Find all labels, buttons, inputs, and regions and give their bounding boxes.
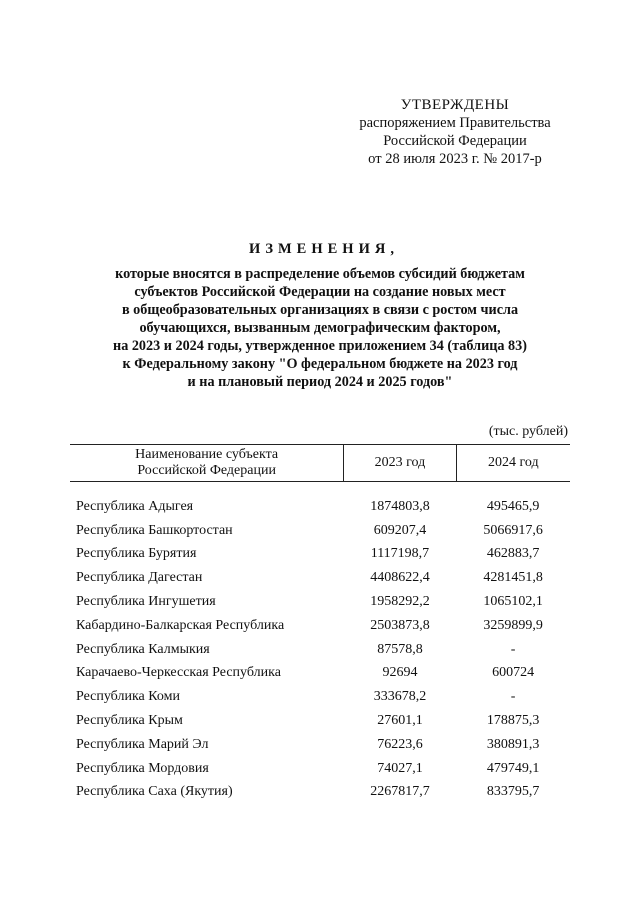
- table-row: [70, 781, 570, 805]
- value-2024: -: [510, 689, 516, 705]
- value-2023: 76223,6: [377, 736, 423, 752]
- document-title: ИЗМЕНЕНИЯ,: [249, 241, 399, 257]
- value-2024: 4281451,8: [483, 570, 543, 586]
- table-row: [70, 495, 570, 519]
- region-name: Республика Марий Эл: [76, 736, 209, 752]
- table-row: [70, 590, 570, 614]
- value-2023: 87578,8: [377, 641, 423, 657]
- region-name: Республика Саха (Якутия): [76, 784, 233, 800]
- table-spacer: [70, 482, 570, 496]
- region-name: Республика Ингушетия: [76, 594, 216, 610]
- table-row: [70, 566, 570, 590]
- value-2024: 833795,7: [486, 784, 540, 800]
- value-2023: 27601,1: [377, 713, 423, 729]
- value-2023: 92694: [382, 665, 418, 681]
- approval-heading: УТВЕРЖДЕНЫ: [400, 97, 510, 113]
- region-name: Республика Бурятия: [76, 546, 197, 562]
- region-name: Республика Дагестан: [76, 570, 203, 586]
- region-name: Карачаево-Черкесская Республика: [76, 665, 281, 681]
- value-2023: 609207,4: [373, 522, 427, 538]
- subtitle-line: обучающихся, вызванным демографическим фактором,: [139, 320, 501, 336]
- units-note: (тыс. рублей): [488, 424, 568, 439]
- value-2024: 3259899,9: [483, 617, 543, 633]
- value-2024: 462883,7: [486, 546, 540, 562]
- approval-line: Российской Федерации: [383, 133, 527, 149]
- region-name: Республика Калмыкия: [76, 641, 210, 657]
- value-2023: 1117198,7: [370, 546, 430, 562]
- value-2023: 2267817,7: [370, 784, 430, 800]
- subtitle-line: на 2023 и 2024 годы, утвержденное приложением 34 (таблица 83): [113, 338, 527, 354]
- table-row: [70, 614, 570, 638]
- value-2023: 333678,2: [373, 689, 427, 705]
- value-2023: 74027,1: [377, 760, 423, 776]
- column-header-region: [70, 445, 344, 482]
- value-2023: 1874803,8: [370, 498, 430, 514]
- value-2024: 495465,9: [486, 498, 540, 514]
- value-2024: 479749,1: [486, 760, 540, 776]
- region-name: Республика Мордовия: [76, 760, 209, 776]
- value-2024: -: [510, 641, 516, 657]
- table-row: [70, 638, 570, 662]
- region-name: Кабардино-Балкарская Республика: [76, 617, 285, 633]
- subtitle-line: к Федеральному закону "О федеральном бюджете на 2023 год: [122, 356, 518, 372]
- column-header-2024: 2024 год: [456, 445, 570, 482]
- table-row: [70, 709, 570, 733]
- table-row: [70, 519, 570, 543]
- spacer-cell: [70, 482, 570, 496]
- value-2023: 4408622,4: [370, 570, 430, 586]
- column-header-region-line: Российской Федерации: [137, 463, 276, 478]
- approval-line: распоряжением Правительства: [359, 115, 551, 131]
- value-2024: 380891,3: [486, 736, 540, 752]
- value-2023: 1958292,2: [370, 594, 430, 610]
- table-row: [70, 685, 570, 709]
- approval-stamp: [330, 96, 580, 168]
- region-name: Республика Крым: [76, 713, 183, 729]
- table-row: [70, 757, 570, 781]
- subtitle-line: в общеобразовательных организациях в связи с ростом числа: [121, 302, 519, 318]
- value-2024: 5066917,6: [483, 522, 543, 538]
- table-row: [70, 543, 570, 567]
- subtitle-line: которые вносятся в распределение объемов субсидий бюджетам: [115, 266, 525, 282]
- value-2024: 1065102,1: [483, 594, 543, 610]
- region-name: Республика Адыгея: [76, 498, 194, 514]
- column-header-region-line: Наименование субъекта: [135, 447, 279, 462]
- value-2023: 2503873,8: [370, 617, 430, 633]
- value-2024: 600724: [492, 665, 535, 681]
- table-row: [70, 733, 570, 757]
- approval-date: от 28 июля 2023 г. № 2017-р: [368, 151, 542, 167]
- subsidy-table: [70, 444, 570, 804]
- subtitle-line: и на плановый период 2024 и 2025 годов": [187, 374, 453, 390]
- region-name: Республика Башкортостан: [76, 522, 233, 538]
- value-2024: 178875,3: [486, 713, 540, 729]
- region-name: Республика Коми: [76, 689, 180, 705]
- table-header-row: [70, 445, 570, 482]
- subtitle-line: субъектов Российской Федерации на создание новых мест: [134, 284, 506, 300]
- document-subtitle: [70, 265, 570, 391]
- column-header-2023: 2023 год: [344, 445, 456, 482]
- table-row: [70, 662, 570, 686]
